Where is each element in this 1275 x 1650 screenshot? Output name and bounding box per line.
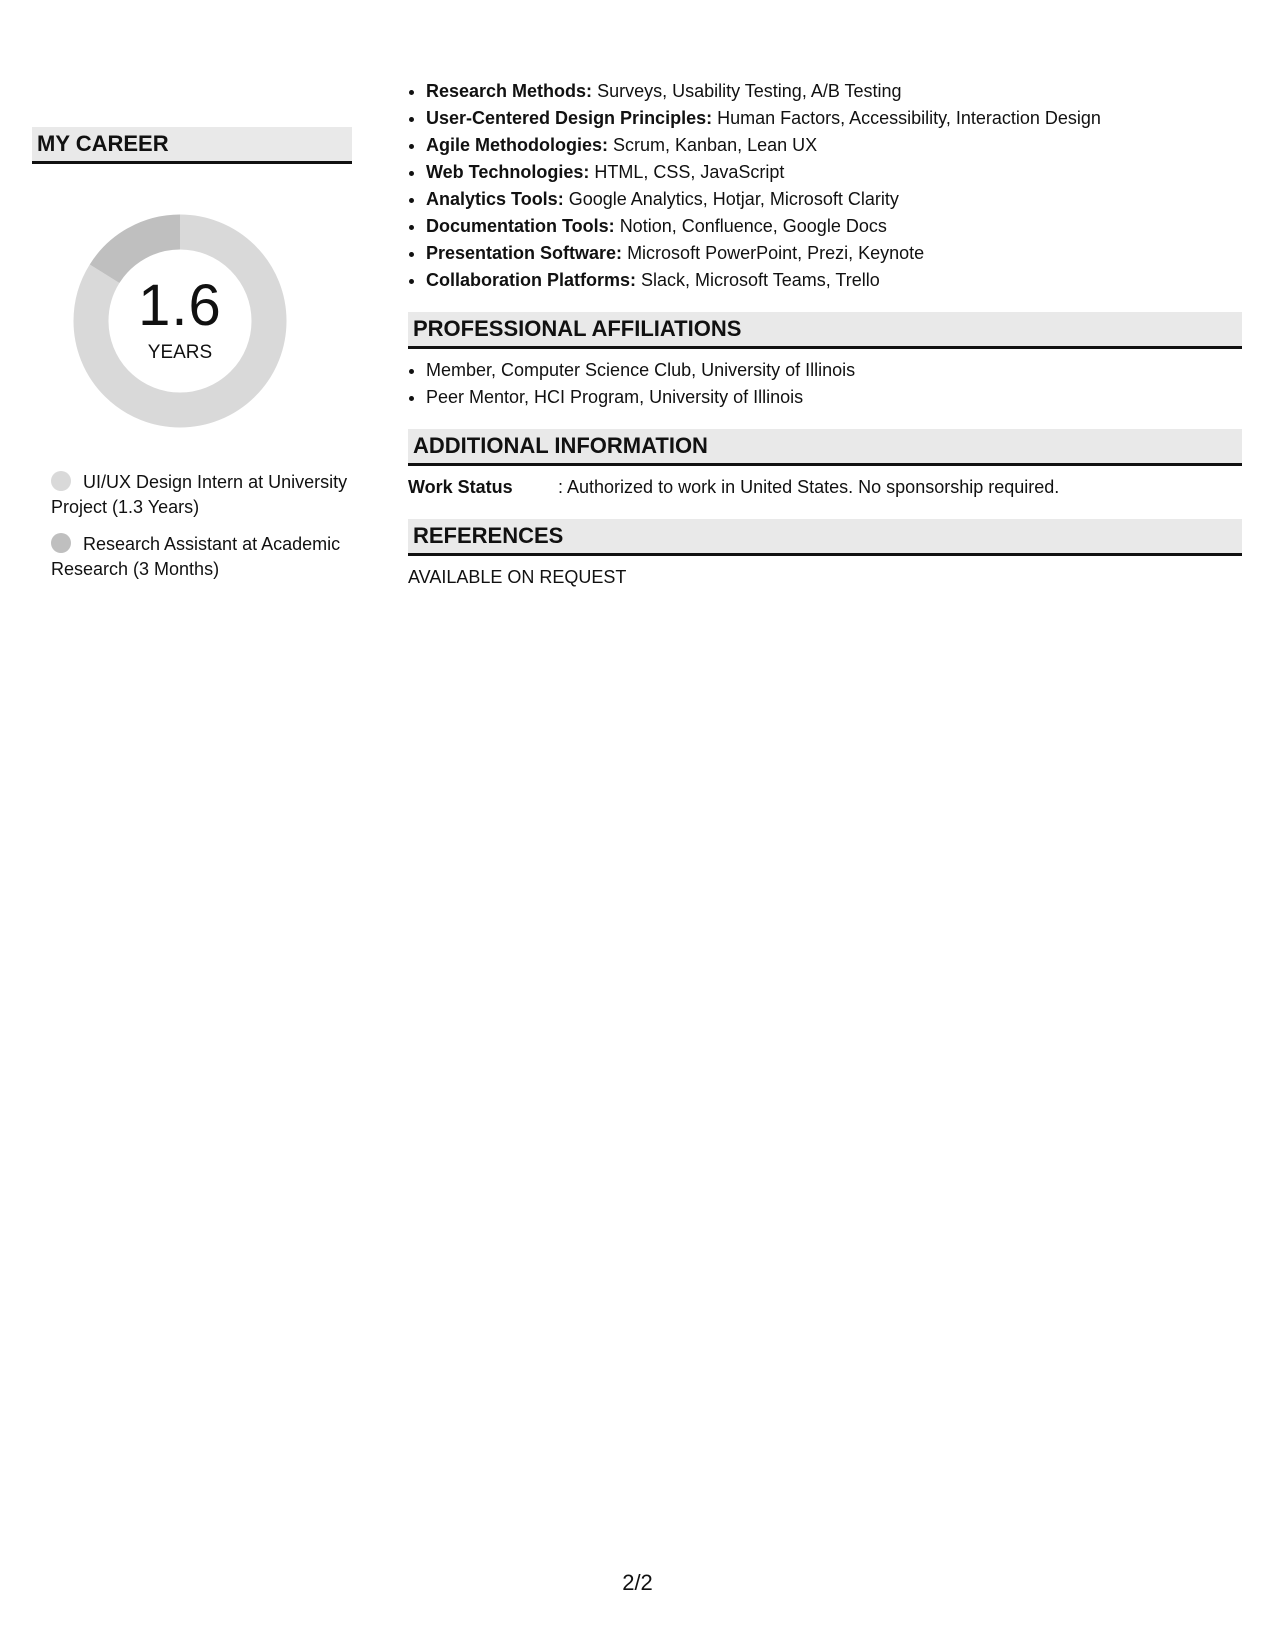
skills-list bbox=[408, 78, 1242, 294]
references-text: AVAILABLE ON REQUEST bbox=[408, 567, 627, 587]
legend-item bbox=[51, 532, 352, 582]
donut-center bbox=[65, 273, 295, 364]
skill-label: User-Centered Design Principles: bbox=[426, 108, 713, 128]
skill-value: Human Factors, Accessibility, Interaction Design bbox=[717, 108, 1101, 128]
skill-item bbox=[426, 159, 1242, 186]
skill-label: Analytics Tools: bbox=[426, 189, 564, 209]
skill-value: HTML, CSS, JavaScript bbox=[594, 162, 785, 182]
skill-item bbox=[426, 132, 1242, 159]
skill-value: Microsoft PowerPoint, Prezi, Keynote bbox=[627, 243, 925, 263]
skill-value: Google Analytics, Hotjar, Microsoft Clarity bbox=[568, 189, 899, 209]
skill-label: Research Methods: bbox=[426, 81, 593, 101]
skill-item bbox=[426, 186, 1242, 213]
work-status-label: Work Status bbox=[408, 477, 513, 497]
career-legend bbox=[51, 470, 352, 582]
references-heading: REFERENCES bbox=[408, 519, 1242, 556]
total-years-unit: YEARS bbox=[147, 342, 213, 363]
legend-label: UI/UX Design Intern at University Project (1.3 Years) bbox=[51, 472, 348, 517]
skill-value: Scrum, Kanban, Lean UX bbox=[613, 135, 818, 155]
skill-label: Agile Methodologies: bbox=[426, 135, 608, 155]
affiliations-list bbox=[408, 357, 1242, 411]
legend-dot-icon bbox=[51, 471, 71, 491]
skill-label: Web Technologies: bbox=[426, 162, 590, 182]
legend-label: Research Assistant at Academic Research (3 Months) bbox=[51, 534, 341, 579]
additional-info-heading: ADDITIONAL INFORMATION bbox=[408, 429, 1242, 466]
career-section bbox=[32, 127, 352, 594]
skill-label: Documentation Tools: bbox=[426, 216, 615, 236]
skill-label: Collaboration Platforms: bbox=[426, 270, 637, 290]
skill-label: Presentation Software: bbox=[426, 243, 623, 263]
work-status-row bbox=[408, 474, 1242, 501]
legend-dot-icon bbox=[51, 533, 71, 553]
skill-item bbox=[426, 267, 1242, 294]
skill-value: Slack, Microsoft Teams, Trello bbox=[641, 270, 880, 290]
affiliations-heading: PROFESSIONAL AFFILIATIONS bbox=[408, 312, 1242, 349]
legend-item bbox=[51, 470, 352, 520]
skill-item bbox=[426, 78, 1242, 105]
main-column bbox=[408, 78, 1242, 591]
skill-item bbox=[426, 105, 1242, 132]
skill-item bbox=[426, 213, 1242, 240]
skill-value: Notion, Confluence, Google Docs bbox=[619, 216, 887, 236]
career-heading: MY CAREER bbox=[32, 127, 352, 164]
skill-value: Surveys, Usability Testing, A/B Testing bbox=[597, 81, 902, 101]
page-number: 2/2 bbox=[622, 1570, 653, 1595]
total-years-value: 1.6 bbox=[138, 273, 222, 338]
work-status-value: : Authorized to work in United States. No sponsorship required. bbox=[558, 477, 1060, 497]
affiliation-item: • Member, Computer Science Club, University of Illinois bbox=[426, 357, 1242, 384]
affiliation-item: • Peer Mentor, HCI Program, University of Illinois bbox=[426, 384, 1242, 411]
skill-item bbox=[426, 240, 1242, 267]
career-donut-chart bbox=[65, 206, 295, 436]
